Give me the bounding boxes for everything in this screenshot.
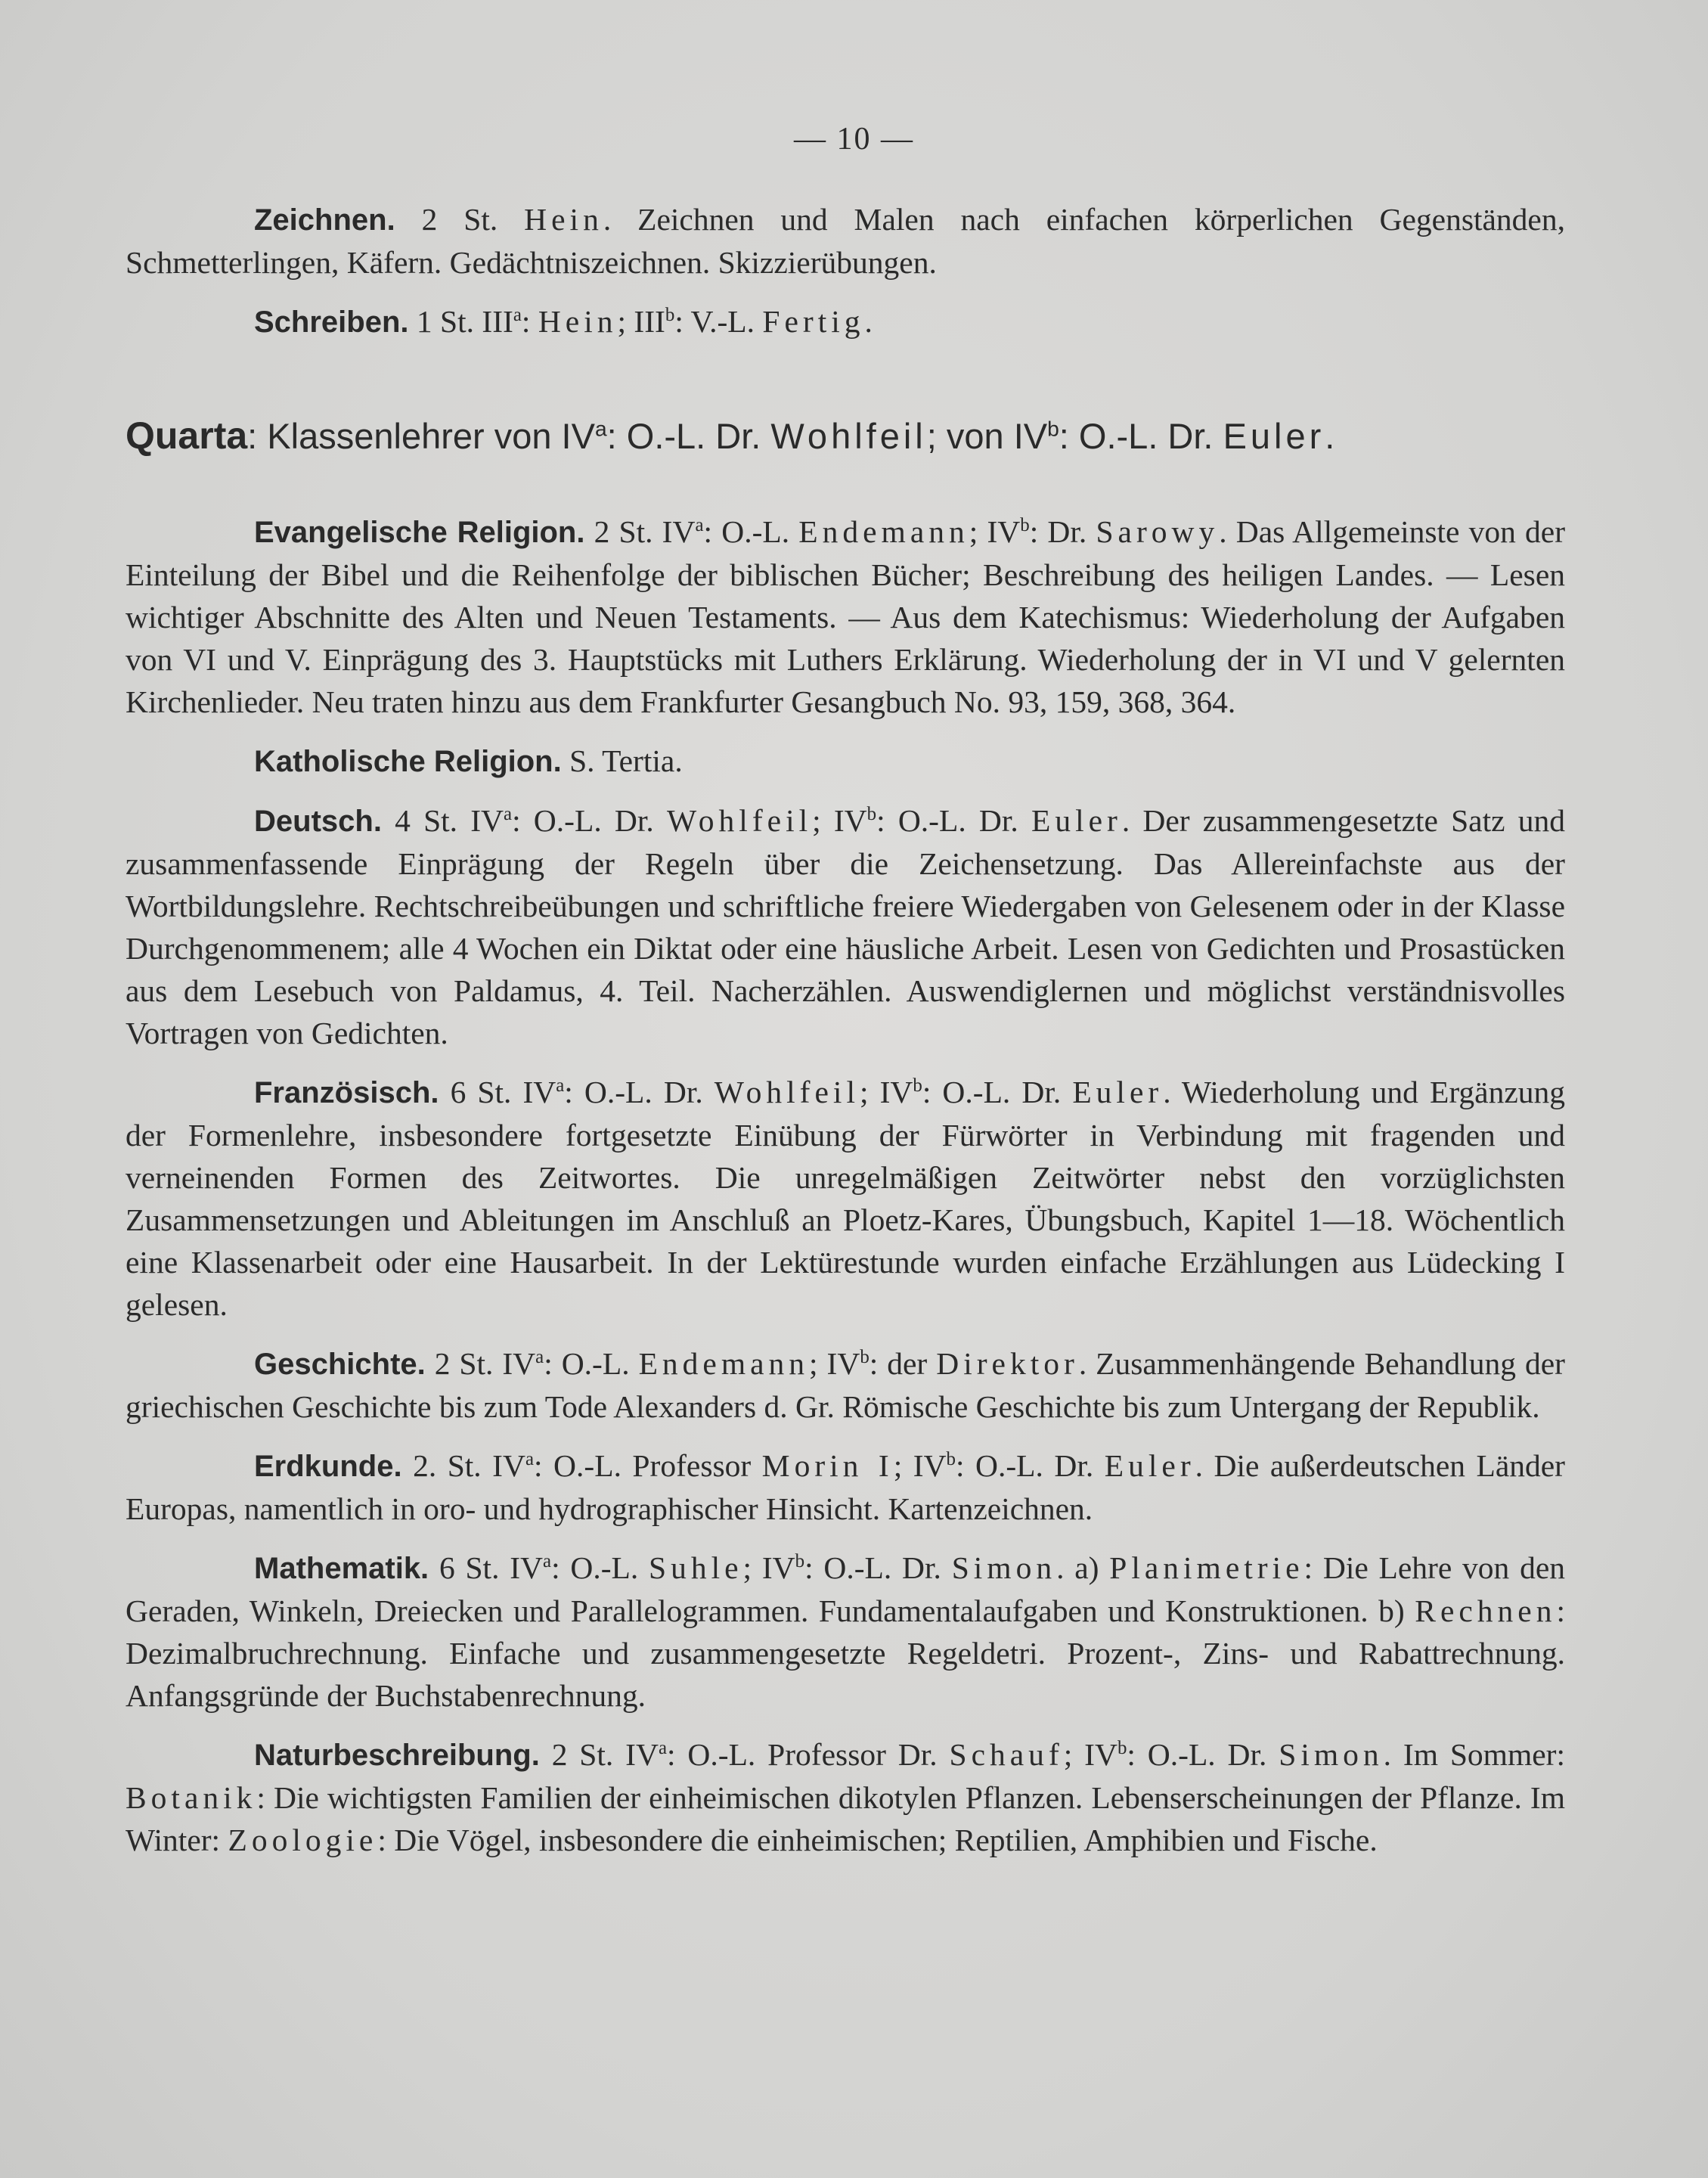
superscript: a [695,515,704,536]
superscript: b [860,1347,869,1368]
section-naturbeschreibung [126,1733,1565,1861]
section-zeichnen [126,198,1565,284]
topic-label: Rechnen [1415,1593,1557,1628]
section-heading: Deutsch. [254,805,382,838]
teacher-name: Suhle [649,1550,743,1585]
superscript: b [665,305,675,326]
separator: ; IV [969,514,1021,549]
superscript: a [535,1347,544,1368]
separator: ; IV [742,1550,795,1585]
separator: ; IV [812,803,867,838]
page-content [126,198,1565,1878]
section-text: : Dezimalbruchrechnung. Einfache und zusammengesetzte Regeldetri. Prozent-, Zins- und Rabattrechnung. Anfangsgründe der Buchstabenrechnung. [126,1593,1565,1713]
section-heading: Französisch. [254,1076,439,1109]
superscript: b [866,804,877,825]
teacher-name: Euler [1104,1448,1195,1483]
separator: : O.-L. Dr. [922,1075,1073,1109]
section-text: : Die wichtigsten Familien der einheimischen dikotylen Pflanzen. Lebenserscheinungen der Pflanze. Im Winter: [126,1780,1565,1857]
superscript: a [525,1449,535,1470]
section-heading: Erdkunde. [254,1450,402,1483]
separator: : O.-L. Dr. [804,1550,952,1585]
superscript: a [513,305,522,326]
separator: : O.-L. Dr. [512,803,667,838]
superscript: a [556,1075,565,1097]
separator: : O.-L. [703,514,799,549]
teacher-name: Schauf [949,1737,1064,1772]
section-heading: Mathematik. [254,1552,429,1585]
separator: : O.-L. Dr. [1127,1737,1279,1772]
separator: : O.-L. [551,1550,649,1585]
class-teacher-label: : Klassenlehrer von IV [247,416,595,456]
section-franzoesisch [126,1071,1565,1326]
hours: 2 St. IV [425,1346,536,1381]
superscript: a [504,804,513,825]
separator: : O.-L. Dr. [956,1448,1105,1483]
separator: : O.-L. Professor Dr. [667,1737,950,1772]
topic-label: Botanik [126,1780,257,1815]
separator: : [521,304,538,339]
superscript: b [913,1075,922,1097]
teacher-name: Euler [1223,416,1325,456]
separator: ; IV [1063,1737,1117,1772]
separator: ; IV [809,1346,860,1381]
separator: : der [869,1346,937,1381]
section-text: . Zusammenhängende Behandlung der griechischen Geschichte bis zum Tode Alexanders d. Gr. Römische Geschichte bis zum Untergang der Republik. [126,1346,1565,1424]
class-title: Quarta [126,414,248,457]
section-heading: Evangelische Religion. [254,516,585,549]
hours: 4 St. IV [381,803,504,838]
section-text: . Wiederholung und Ergänzung der Formenlehre, insbesondere fortgesetzte Einübung der Fürwörter in Verbindung mit fragenden und verneinenden Formen des Zeitwortes. Die unregelmäßigen Zeitwörter nebst den vorzüglichsten Zusammensetzungen und Ableitungen im Anschluß an Ploetz-Kares, Übungsbuch, Kapitel 1—18. Wöchentlich eine Klassenarbeit oder eine Hausarbeit. In der Lektürestunde wurden einfache Erzählungen aus Lüdecking I gelesen. [126,1075,1566,1322]
hours: 2 St. [395,202,525,237]
separator: ; von IV [926,416,1048,456]
separator: . [864,304,873,339]
separator: ; IV [859,1075,913,1109]
section-deutsch [126,799,1565,1054]
separator: : O.-L. [544,1346,639,1381]
section-text: . Die außerdeutschen Länder Europas, namentlich in oro- und hydrographischer Hinsicht. Kartenzeichnen. [126,1448,1566,1526]
section-schreiben [126,300,1565,343]
superscript: b [795,1551,805,1572]
separator: . [1325,416,1335,456]
teacher-name: Endemann [638,1346,810,1381]
separator: : O.-L. Dr. [1059,416,1223,456]
topic-label: Zoologie [228,1823,378,1857]
section-erdkunde [126,1444,1565,1530]
hours: 6 St. IV [429,1550,543,1585]
section-heading: Katholische Religion. [254,745,562,778]
superscript: b [1117,1738,1127,1759]
hours: 2 St. IV [584,514,696,549]
superscript: a [658,1738,668,1759]
section-text: S. Tertia. [561,743,683,778]
teacher-name: Simon [951,1550,1057,1585]
teacher-name: Wohlfeil [666,803,813,838]
section-text: . Im Sommer: [1383,1737,1566,1772]
teacher-name: Endemann [798,514,969,549]
superscript: b [946,1449,956,1470]
teacher-name: Hein [524,202,603,237]
teacher-name: Hein [538,304,618,339]
separator: : Dr. [1029,514,1096,549]
teacher-name: Fertig [762,304,865,339]
separator: : O.-L. Dr. [876,803,1031,838]
teacher-name: Wohlfeil [714,1075,860,1109]
teacher-name: Simon [1279,1737,1384,1772]
separator: : O.-L. Professor [534,1448,762,1483]
section-text: . Das Allgemeinste von der Einteilung der Bibel und die Reihenfolge der biblischen Bücher; Beschreibung des heiligen Landes. — Lesen wichtiger Abschnitte des Alten und Neuen Testaments. — Aus dem Katechismus: Wiederholung der Aufgaben von VI und V. Einprägung des 3. Hauptstücks mit Luthers Erklärung. Wiederholung der in VI und V gelernten Kirchenlieder. Neu traten hinzu aus dem Frankfurter Gesangbuch No. 93, 159, 368, 364. [126,514,1566,719]
page-number: — 10 — [794,122,914,157]
teacher-name: Sarowy [1096,514,1220,549]
teacher-name: Wohlfeil [770,416,927,456]
separator: : V.-L. [674,304,763,339]
section-geschichte [126,1342,1565,1428]
section-text: . Der zusammengesetzte Satz und zusammenfassende Einprägung der Regeln über die Zeichensetzung. Das Allereinfachste aus der Wortbildungslehre. Rechtschreibeübungen und schriftliche freiere Wiedergaben von Gelesenem oder in der Klasse Durchgenommenem; alle 4 Wochen ein Diktat oder eine häusliche Arbeit. Lesen von Gedichten und Prosastücken aus dem Lesebuch von Paldamus, 4. Teil. Nacherzählen. Auswendiglernen und möglichst verständnisvolles Vortragen von Gedichten. [126,803,1565,1050]
teacher-name: Direktor [936,1346,1079,1381]
hours: 2. St. IV [401,1448,525,1483]
section-text: : Die Lehre von den Geraden, Winkeln, Dreiecken und Parallelogrammen. Fundamentalaufgaben und Konstruktionen. b) [126,1550,1565,1628]
teacher-name: Morin I [761,1448,894,1483]
hours: 1 St. III [408,304,513,339]
hours: 2 St. IV [539,1737,659,1772]
hours: 6 St. IV [439,1075,556,1109]
teacher-name: Euler [1072,1075,1164,1109]
separator: ; III [617,304,665,339]
section-mathematik [126,1547,1565,1717]
superscript: a [543,1551,552,1572]
separator: : O.-L. Dr. [564,1075,715,1109]
section-kath-religion [126,740,1565,783]
section-text: . Zeichnen und Malen nach einfachen körperlichen Gegenständen, Schmetterlingen, Käfern. Gedächtniszeichnen. Skizzierübungen. [126,202,1565,280]
section-text: . a) [1056,1550,1110,1585]
quarta-heading [126,413,1565,459]
superscript: a [594,416,607,441]
section-heading: Geschichte. [254,1348,426,1381]
separator: ; IV [893,1448,947,1483]
section-ev-religion [126,510,1565,723]
topic-label: Planimetrie [1109,1550,1304,1585]
section-heading: Schreiben. [254,306,409,339]
section-heading: Zeichnen. [254,203,395,237]
teacher-name: Euler [1031,803,1122,838]
section-text: : Die Vögel, insbesondere die einheimischen; Reptilien, Amphibien und Fische. [377,1823,1378,1857]
separator: : O.-L. Dr. [606,416,771,456]
superscript: b [1020,515,1030,536]
section-heading: Naturbeschreibung. [254,1739,540,1772]
superscript: b [1047,416,1059,441]
